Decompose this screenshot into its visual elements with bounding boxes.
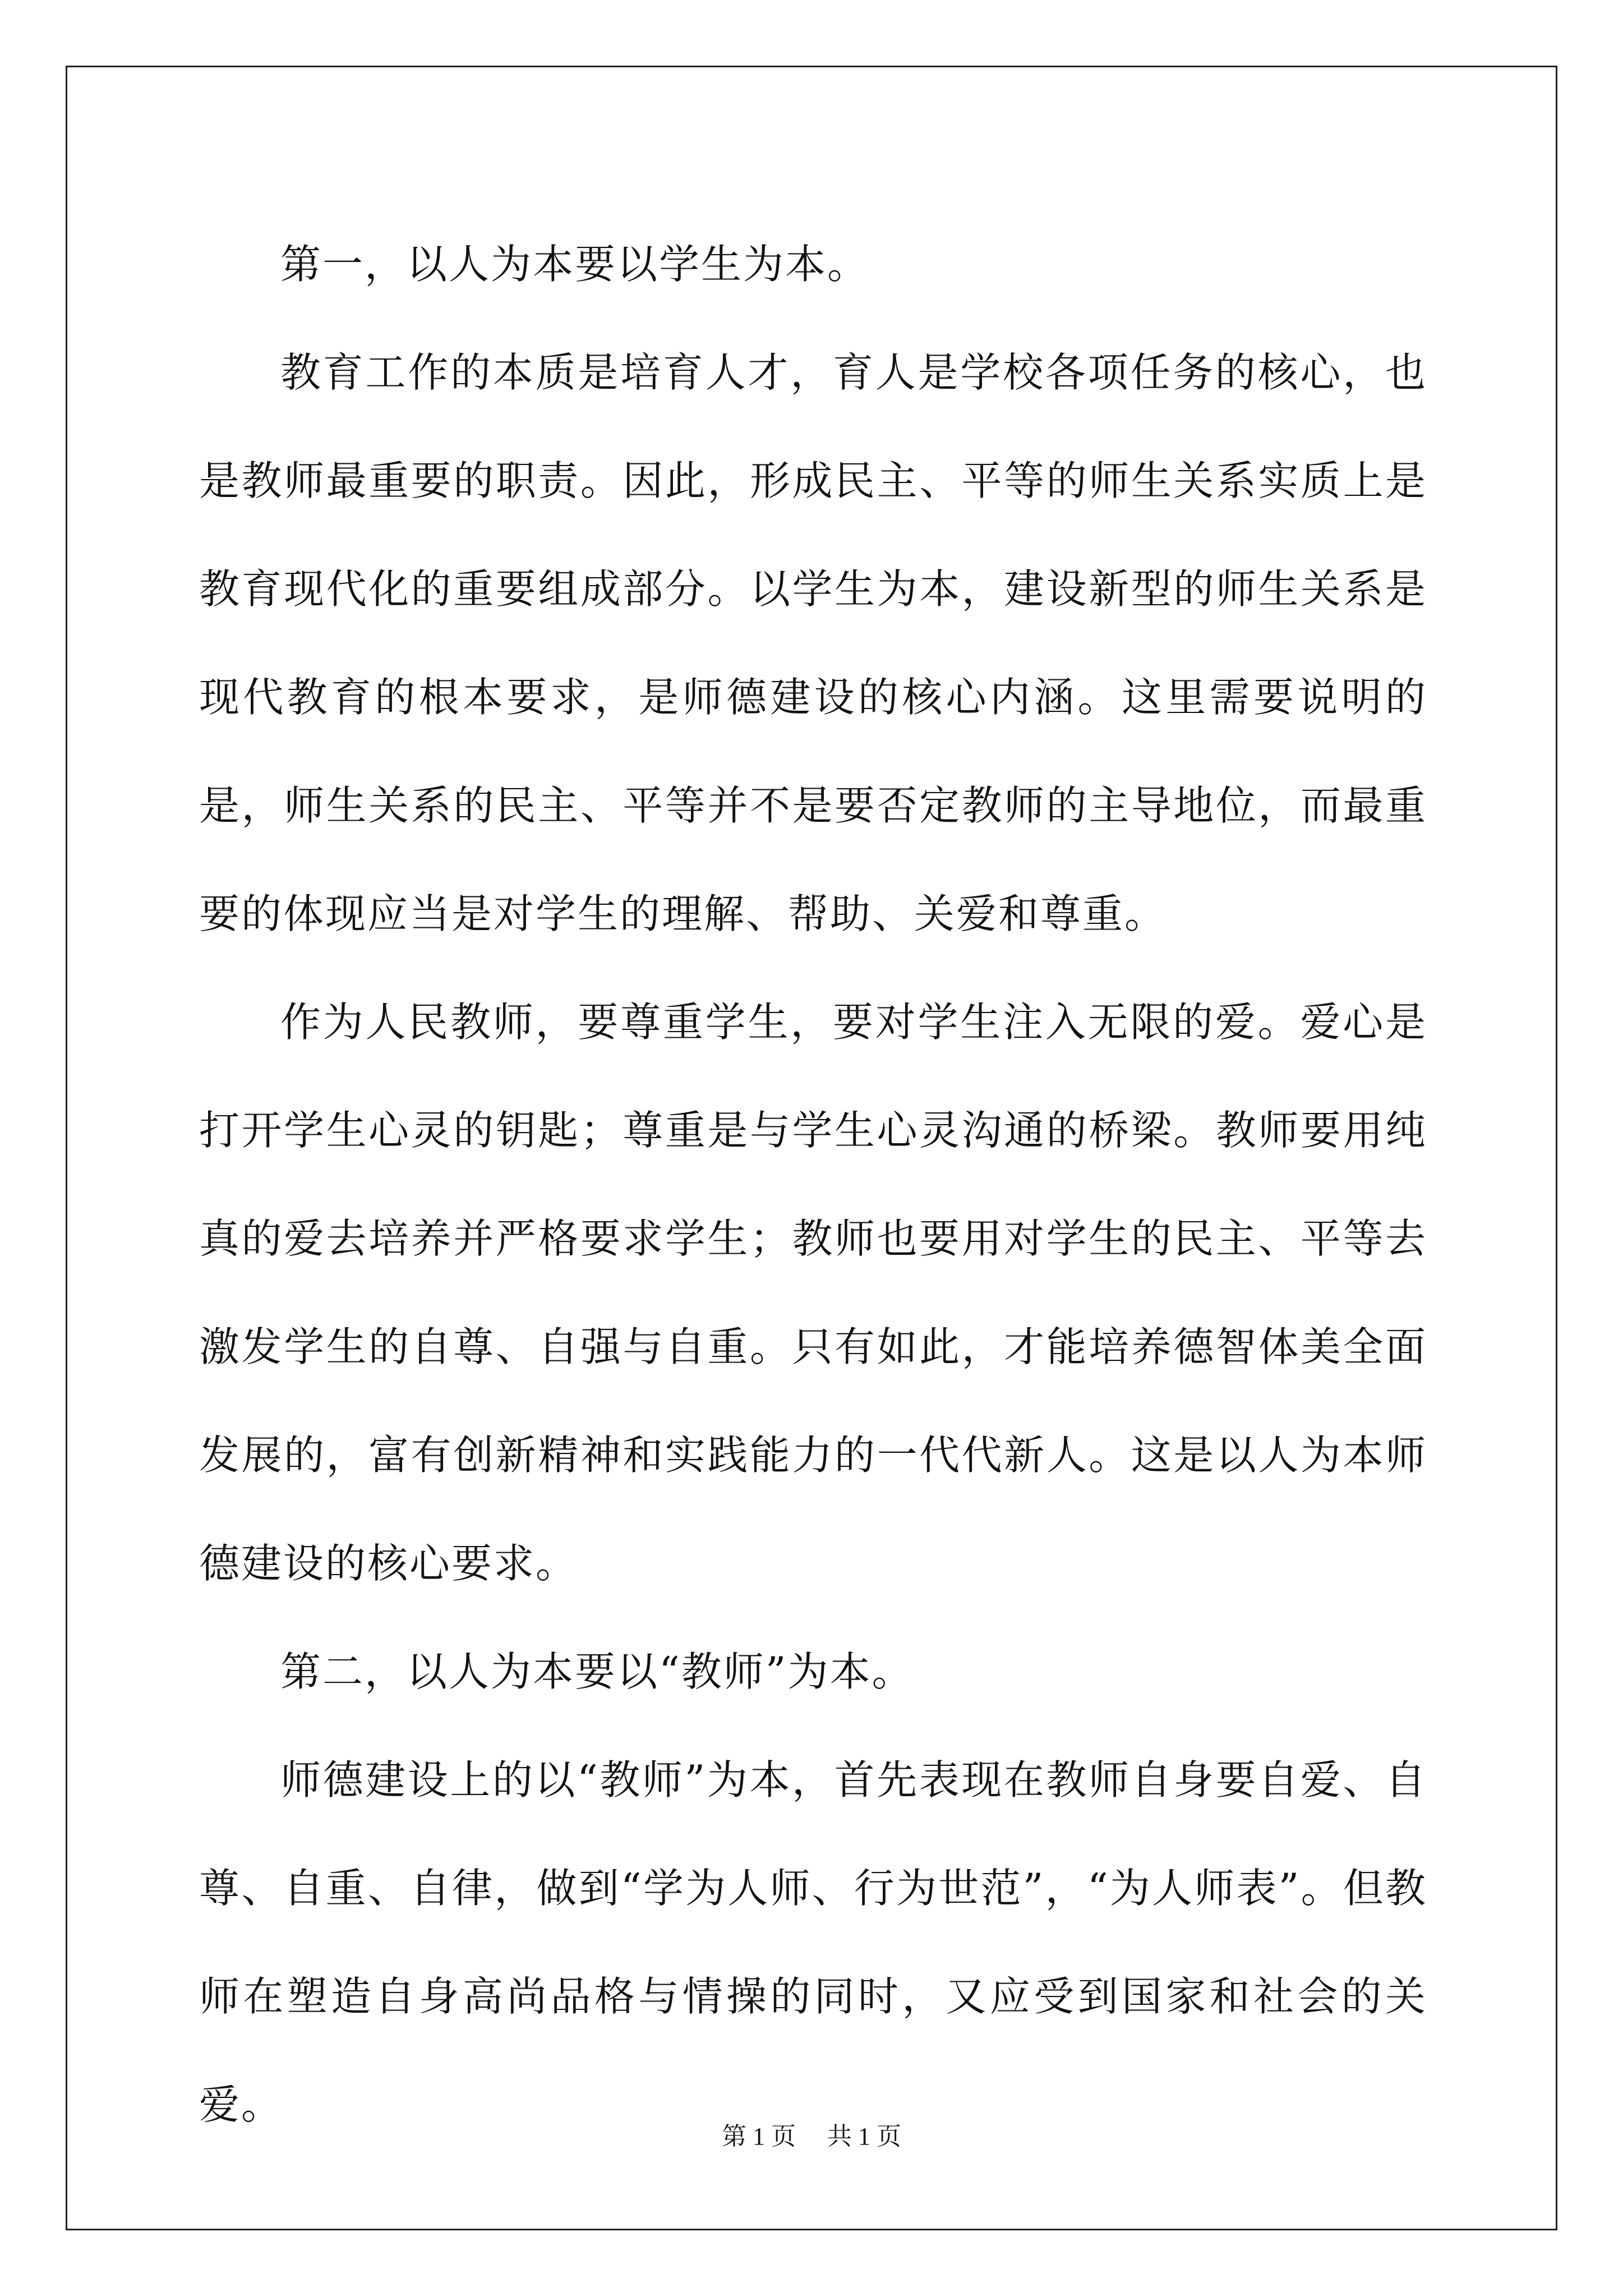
page-total: 共 1 页 (827, 2123, 901, 2150)
paragraph-1: 第一，以人为本要以学生为本。 (280, 241, 870, 288)
document-body (199, 210, 1427, 2159)
page-footer (0, 2116, 1623, 2152)
paragraph-5: 师德建设上的以“教师”为本，首先表现在教师自身要自爱、自尊、自重、自律，做到“学为人师、行为世范”，“为人师表”。但教师在塑造自身高尚品格与情操的同时，又应受到国家和社会的关爱。 (199, 1756, 1427, 2128)
paragraph-3: 作为人民教师，要尊重学生，要对学生注入无限的爱。爱心是打开学生心灵的钥匙；尊重是与学生心灵沟通的桥梁。教师要用纯真的爱去培养并严格要求学生；教师也要用对学生的民主、平等去激发学生的自尊、自强与自重。只有如此，才能培养德智体美全面发展的，富有创新精神和实践能力的一代代新人。这是以人为本师德建设的核心要求。 (199, 999, 1427, 1587)
paragraph-4: 第二，以人为本要以“教师”为本。 (280, 1648, 914, 1695)
paragraph-2: 教育工作的本质是培育人才，育人是学校各项任务的核心，也是教师最重要的职责。因此，形成民主、平等的师生关系实质上是教育现代化的重要组成部分。以学生为本，建设新型的师生关系是现代教育的根本要求，是师德建设的核心内涵。这里需要说明的是，师生关系的民主、平等并不是要否定教师的主导地位，而最重要的体现应当是对学生的理解、帮助、关爱和尊重。 (199, 349, 1427, 937)
page-number: 第 1 页 (722, 2123, 796, 2150)
